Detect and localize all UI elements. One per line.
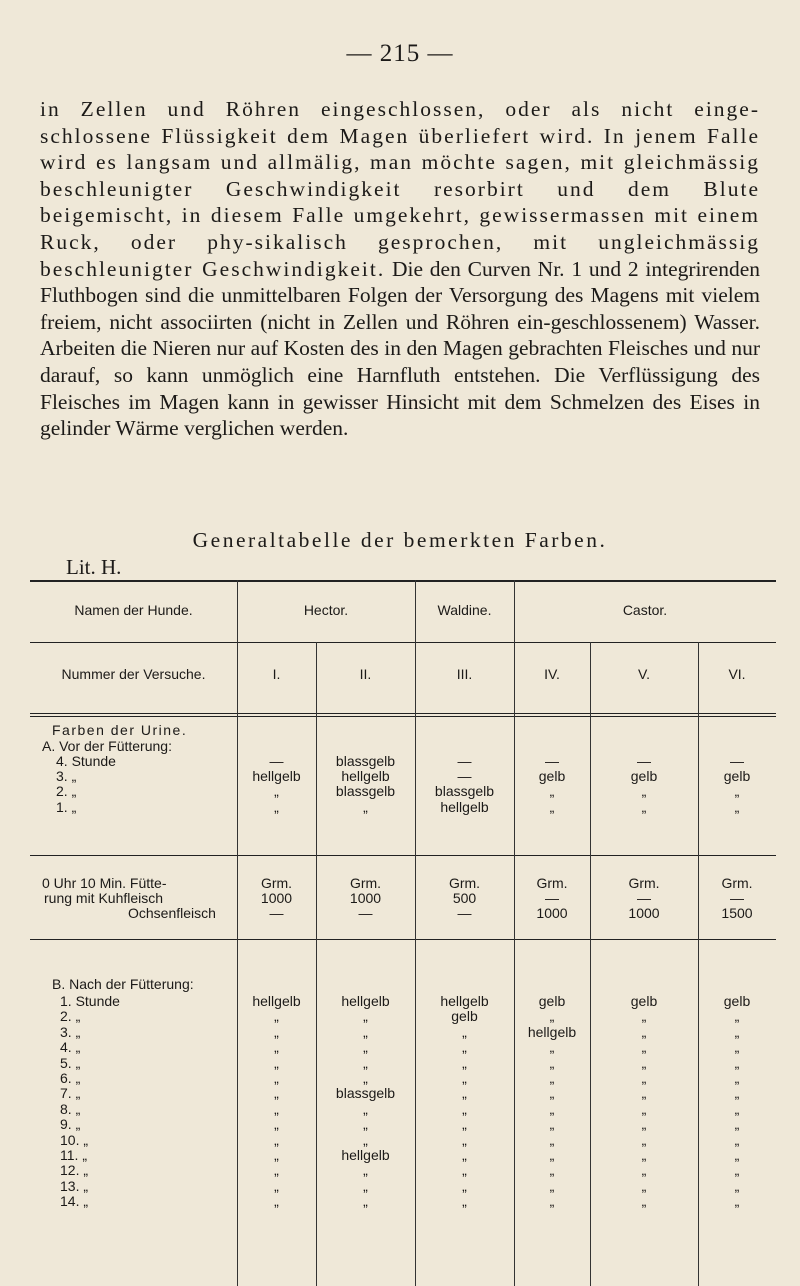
table-cell: „ [274,1100,279,1117]
table-cell: „ [549,1039,555,1056]
row-label: 13. „ [60,1177,89,1194]
table-cell: „ [549,783,555,800]
table-cell: 1000 [536,905,568,922]
table-cell: „ [274,1193,279,1210]
table-cell: „ [641,1039,647,1056]
table-cell: „ [641,783,647,800]
header-castor: Castor. [622,602,668,618]
section-a-col-1 [237,754,316,815]
table-cell: „ [274,798,279,815]
section-b-col-4 [514,994,590,1209]
table-cell: — [269,753,284,769]
table-cell: „ [734,1146,740,1163]
body-paragraph [40,96,760,442]
table-cell: Grm. [349,875,382,891]
row-label: 10. „ [60,1131,89,1148]
experiment-number: III. [456,666,473,682]
table-cell: „ [462,1039,467,1056]
row-label: 3. „ [60,1023,81,1040]
section-a-subtitle: A. Vor der Fütterung: [42,738,172,754]
table-cell: „ [363,1131,368,1148]
row-label: 14. „ [60,1193,89,1210]
table-cell: „ [274,1116,279,1133]
table-cell: „ [462,1193,467,1210]
table-cell: — [730,753,744,769]
section-a-col-4 [514,754,590,815]
experiment-number: I. [272,666,281,682]
table-cell: Grm. [260,875,293,891]
table-cell: Grm. [628,875,660,891]
table-cell: „ [274,1162,279,1179]
header-double-rule-2 [30,716,776,717]
table-cell: „ [734,1023,740,1040]
table-cell: „ [641,1177,647,1194]
experiment-number: VI. [728,666,746,682]
table-cell: „ [641,1193,647,1210]
table-cell: „ [734,798,740,815]
feeding-label-line: rung mit Kuhfleisch [44,890,164,907]
table-cell: „ [363,1069,368,1086]
table-cell: gelb [630,993,658,1009]
table-cell: „ [549,1008,555,1025]
header-row-rule [30,642,776,643]
experiment-number: V. [638,666,650,682]
table-cell: — [457,753,472,769]
feeding-col-3 [415,876,514,922]
section-b-col-1 [237,994,316,1209]
table-cell: „ [734,1131,740,1148]
row-label: 2. „ [60,1008,81,1025]
row-label: 6. „ [60,1069,81,1086]
header-waldine: Waldine. [437,602,492,618]
row-label: 8. „ [60,1100,81,1117]
table-cell: — [545,890,559,907]
table-cell: — [637,890,651,907]
row-label: 1. Stunde [60,993,120,1009]
table-cell: Grm. [721,875,753,891]
table-cell: „ [734,1116,740,1133]
table-cell: „ [274,783,279,800]
row-label: 9. „ [60,1116,81,1133]
table-cell: „ [549,1162,555,1179]
table-cell: blassgelb [335,1085,396,1102]
table-cell: 1000 [260,890,293,907]
header-hector: Hector. [303,602,349,618]
row-label: 11. „ [60,1146,87,1163]
table-cell: „ [734,1162,740,1179]
table-cell: — [545,753,559,769]
table-cell: „ [549,1100,555,1117]
feeding-label-line: 0 Uhr 10 Min. Fütte- [42,875,167,891]
table-cell: hellgelb [252,993,301,1009]
table-cell: „ [734,783,740,800]
table-cell: blassgelb [335,753,396,769]
table-cell: Grm. [536,875,568,891]
table-cell: blassgelb [434,783,495,800]
table-cell: „ [734,1085,740,1102]
table-cell: „ [462,1177,467,1194]
table-cell: „ [549,798,555,815]
table-cell: „ [462,1085,467,1102]
section-a-col-2 [316,754,415,815]
table-cell: „ [274,1146,279,1163]
section-b-row-labels [60,994,120,1209]
table-cell: gelb [538,993,566,1009]
table-cell: hellgelb [440,798,489,815]
feeding-col-5 [590,876,698,922]
feeding-col-2 [316,876,415,922]
table-cell: hellgelb [252,768,301,785]
table-cell: 500 [452,890,477,907]
section-b-col-5 [590,994,698,1209]
table-cell: „ [549,1193,555,1210]
table-cell: — [637,753,651,769]
table-cell: „ [363,1023,368,1040]
table-cell: „ [363,1054,368,1071]
section-b-col-6 [698,994,776,1209]
section-a-rule [30,855,776,856]
table-cell: „ [462,1162,467,1179]
feeding-col-4 [514,876,590,922]
table-cell: „ [462,1069,467,1086]
feeding-col-1 [237,876,316,922]
table-cell: hellgelb [341,993,390,1009]
table-cell: „ [549,1069,555,1086]
table-cell: — [457,905,472,922]
table-cell: „ [734,1054,740,1071]
table-cell: „ [363,1100,368,1117]
table-cell: „ [274,1131,279,1148]
header-double-rule-1 [30,713,776,714]
table-cell: „ [363,1008,368,1025]
table-cell: „ [641,1146,647,1163]
section-a-col-5 [590,754,698,815]
row-label: 3. „ [56,768,77,785]
paragraph-part-normal: Die den Curven Nr. 1 und 2 integrirenden Fluthbogen sind die unmittelbaren Folgen der Versorgung des Magens mit vielem freiem, nicht associirten (nicht in Zellen und Röhren ein-geschlossenem) Wasser. Arbeiten die Nieren nur auf Kosten des in den Magen gebrachten Fleisches und nur darauf, so kann unmöglich eine Harnfluth entstehen. Die Verflüssigung des Fleisches im Magen kann in gewisser Hinsicht mit dem Schmelzen des Eises in gelinder Wärme verglichen werden. [40,256,761,441]
table-cell: „ [274,1177,279,1194]
section-b-title: B. Nach der Fütterung: [52,976,194,992]
feeding-label [42,876,230,922]
feeding-rule [30,939,776,940]
section-a-col-3 [415,754,514,815]
table-cell: „ [641,1008,647,1025]
table-cell: „ [641,1100,647,1117]
table-top-rule [30,580,776,582]
table-cell: „ [641,1023,647,1040]
table-cell: „ [462,1116,467,1133]
table-cell: „ [363,1116,368,1133]
table-cell: gelb [723,768,751,785]
feeding-label-line: Ochsenfleisch [128,905,216,922]
table-cell: blassgelb [335,783,396,800]
table-cell: gelb [723,993,751,1009]
table-cell: Grm. [448,875,481,891]
experiment-number: IV. [544,666,560,682]
table-cell: „ [734,1177,740,1194]
table-cell: „ [641,1085,647,1102]
table-cell: „ [641,1054,647,1071]
color-table [30,580,776,1286]
section-a-col-6 [698,754,776,815]
experiment-number: II. [359,666,372,682]
table-cell: — [457,768,472,785]
table-cell: gelb [630,768,658,785]
table-cell: hellgelb [440,993,489,1009]
section-a-row-labels [56,754,116,815]
table-cell: „ [549,1146,555,1163]
row-label: 5. „ [60,1054,81,1071]
table-cell: „ [274,1069,279,1086]
header-numbers-label: Nummer der Versuche. [61,666,206,682]
table-cell: „ [363,1177,368,1194]
table-reference: Lit. H. [66,555,122,579]
table-cell: „ [274,1008,279,1025]
header-dogs-label: Namen der Hunde. [74,602,193,618]
page-number: — 215 — [346,40,454,67]
table-cell: hellgelb [341,1146,390,1163]
table-cell: „ [734,1008,740,1025]
section-b-col-3 [415,994,514,1209]
table-cell: „ [734,1193,740,1210]
table-cell: „ [462,1023,467,1040]
table-cell: „ [274,1085,279,1102]
table-cell: hellgelb [527,1023,577,1040]
table-cell: „ [549,1054,555,1071]
table-cell: „ [274,1039,279,1056]
table-cell: „ [363,1162,368,1179]
table-cell: „ [363,1039,368,1056]
table-cell: „ [549,1131,555,1148]
row-label: 12. „ [60,1162,89,1179]
row-label: 4. „ [60,1039,81,1056]
feeding-col-6 [698,876,776,922]
table-cell: „ [462,1131,467,1148]
table-cell: „ [462,1054,467,1071]
row-label: 2. „ [56,783,77,800]
table-cell: gelb [451,1008,478,1025]
row-label: 7. „ [60,1085,81,1102]
table-cell: — [730,890,744,907]
table-cell: 1500 [721,905,753,922]
table-cell: „ [641,1069,647,1086]
table-cell: „ [734,1039,740,1056]
table-cell: 1000 [628,905,660,922]
table-cell: gelb [538,768,566,785]
table-cell: „ [641,1131,647,1148]
table-cell: „ [641,1162,647,1179]
paragraph-part-spaced: in Zellen und Röhren eingeschlossen, oder als nicht einge-schlossene Flüssigkeit dem Magen überliefert wird. In jenem Falle wird es langsam und allmälig, man möchte sagen, mit gleichmässig beschleunigter Geschwindigkeit resorbirt und dem Blute beigemischt, in diesem Falle umgekehrt, gewissermassen mit einem Ruck, oder phy-sikalisch gesprochen, mit ungleichmässig beschleunigter Geschwindigkeit. [40,97,760,281]
table-cell: hellgelb [341,768,390,785]
section-b-col-2 [316,994,415,1209]
table-cell: „ [549,1177,555,1194]
table-cell: „ [462,1146,467,1163]
table-caption: Generaltabelle der bemerkten Farben. [192,528,608,552]
table-cell: „ [274,1054,279,1071]
row-label: 4. Stunde [56,753,116,769]
table-cell: „ [734,1100,740,1117]
table-cell: „ [549,1116,555,1133]
table-cell: „ [549,1085,555,1102]
table-cell: „ [363,1193,368,1210]
row-label: 1. „ [56,798,77,815]
table-cell: — [269,905,284,922]
table-cell: „ [274,1023,279,1040]
table-cell: „ [363,798,368,815]
section-a-title: Farben der Urine. [52,722,188,738]
table-cell: — [358,905,373,922]
table-cell: „ [641,798,647,815]
table-cell: „ [462,1100,467,1117]
table-cell: „ [734,1069,740,1086]
table-cell: „ [641,1116,647,1133]
table-cell: 1000 [349,890,382,907]
